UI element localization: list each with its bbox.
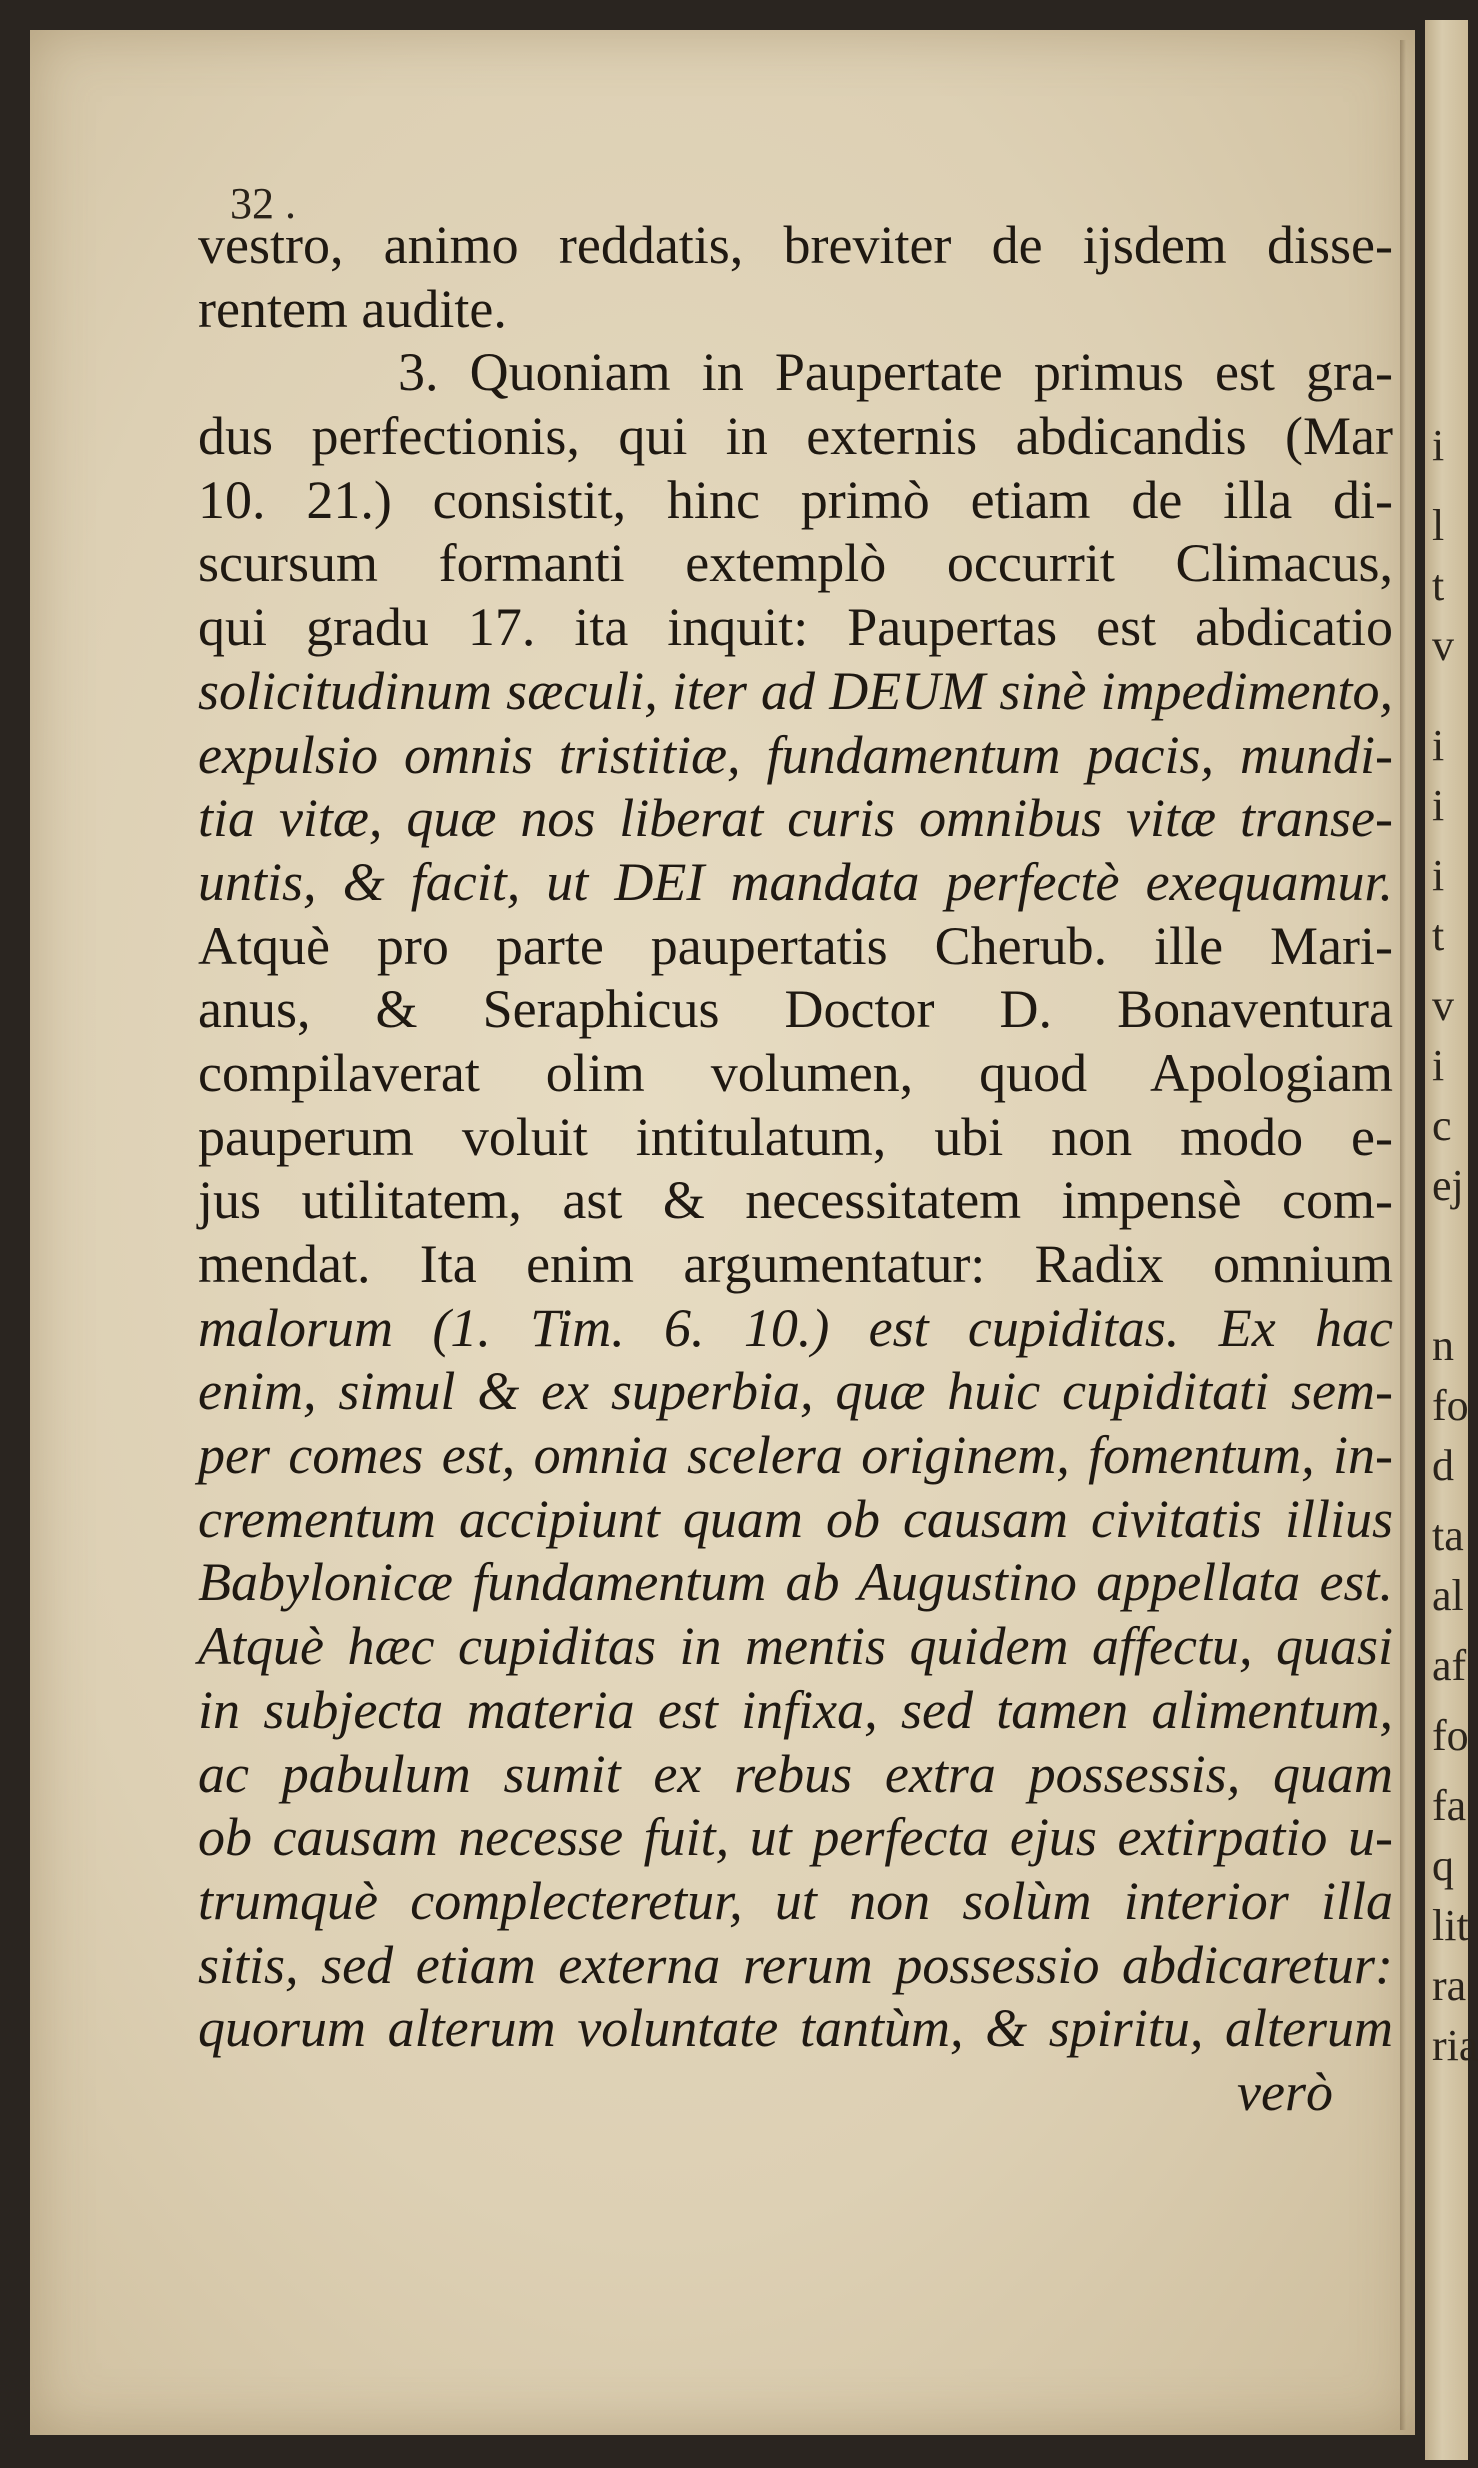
text-line: rentem audite. <box>198 278 507 339</box>
facing-page-fragment: q <box>1432 1841 1454 1890</box>
text-line: per comes est, omnia scelera originem, fomentum, in- <box>198 1425 1393 1486</box>
facing-page-fragment: i <box>1432 721 1445 770</box>
facing-page-fragment: t <box>1432 561 1445 610</box>
text-line: solicitudinum sæculi, iter ad DEUM sinè impedimento, <box>198 660 1393 721</box>
text-line: ob causam necesse fuit, ut perfecta ejus extirpatio u- <box>198 1807 1393 1868</box>
main-text-block <box>198 214 1393 2125</box>
facing-page-fragment: ej <box>1432 1161 1464 1210</box>
text-line: Atquè pro parte paupertatis Cherub. ille Mari- <box>198 915 1393 976</box>
facing-page-fragment: fo <box>1432 1711 1469 1760</box>
text-line: crementum accipiunt quam ob causam civitatis illius <box>198 1488 1393 1549</box>
text-line: dus perfectionis, qui in externis abdicandis (Mar <box>198 406 1393 467</box>
text-line: compilaverat olim volumen, quod Apologiam <box>198 1042 1393 1103</box>
facing-page-fragment: l <box>1432 501 1445 550</box>
text-line: pauperum voluit intitulatum, ubi non modo e- <box>198 1106 1393 1167</box>
facing-page-fragment: t <box>1432 911 1445 960</box>
facing-page-fragment: n <box>1432 1321 1454 1370</box>
text-line: mendat. Ita enim argumentatur: Radix omnium <box>198 1234 1393 1294</box>
facing-page-fragment: ra <box>1432 1961 1467 2010</box>
page-gutter-shadow <box>1400 40 1406 2430</box>
text-line: expulsio omnis tristitiæ, fundamentum pacis, mundi- <box>198 724 1393 785</box>
facing-page-fragment: af <box>1432 1641 1467 1690</box>
text-line: sitis, sed etiam externa rerum possessio abdicaretur: <box>198 1934 1393 1995</box>
facing-page-fragment: ta <box>1432 1511 1464 1560</box>
facing-page-fragment: v <box>1432 621 1454 670</box>
facing-page-fragment: i <box>1432 1041 1445 1090</box>
catchword: verò <box>1237 2061 1333 2122</box>
facing-page-fragments <box>1428 0 1478 2468</box>
text-line: scursum formanti extemplò occurrit Climacus, <box>198 533 1393 594</box>
text-line: in subjecta materia est infixa, sed tamen alimentum, <box>198 1679 1393 1740</box>
page-number: 32 . <box>230 179 296 228</box>
text-line: Atquè hæc cupiditas in mentis quidem affectu, quasi <box>198 1616 1393 1677</box>
facing-page-fragment: i <box>1432 781 1445 830</box>
facing-page-fragment: i <box>1432 421 1445 470</box>
text-line: jus utilitatem, ast & necessitatem impensè com- <box>198 1170 1393 1231</box>
text-line: qui gradu 17. ita inquit: Paupertas est abdicatio <box>198 597 1393 658</box>
text-line: 3. Quoniam in Paupertate primus est gra- <box>398 342 1393 403</box>
facing-page-fragment: v <box>1432 981 1454 1030</box>
facing-page-fragment: c <box>1432 1101 1452 1150</box>
text-line: ac pabulum sumit ex rebus extra possessis, quam <box>198 1743 1393 1804</box>
facing-page-fragment: lit <box>1432 1901 1469 1950</box>
facing-page-fragment: d <box>1432 1441 1454 1490</box>
text-line: enim, simul & ex superbia, quæ huic cupiditati sem- <box>198 1361 1393 1422</box>
facing-page-fragment: fo <box>1432 1381 1469 1430</box>
text-line: quorum alterum voluntate tantùm, & spiritu, alterum <box>198 1998 1393 2059</box>
text-line: 10. 21.) consistit, hinc primò etiam de illa di- <box>198 469 1393 530</box>
text-line: tia vitæ, quæ nos liberat curis omnibus vitæ transe- <box>198 788 1393 849</box>
text-line: malorum (1. Tim. 6. 10.) est cupiditas. Ex hac <box>198 1297 1393 1358</box>
facing-page-fragment: ria <box>1432 2021 1478 2070</box>
text-line: anus, & Seraphicus Doctor D. Bonaventura <box>198 979 1393 1040</box>
text-line: Babylonicæ fundamentum ab Augustino appellata est. <box>198 1552 1393 1613</box>
text-line: vestro, animo reddatis, breviter de ijsdem disse- <box>198 215 1393 275</box>
facing-page-fragment: i <box>1432 851 1445 900</box>
text-line: untis, & facit, ut DEI mandata perfectè exequamur. <box>198 851 1393 912</box>
facing-page-fragment: fa <box>1432 1781 1467 1830</box>
facing-page-fragment: al <box>1432 1571 1464 1620</box>
text-line: trumquè complecteretur, ut non solùm interior illa <box>198 1870 1393 1931</box>
